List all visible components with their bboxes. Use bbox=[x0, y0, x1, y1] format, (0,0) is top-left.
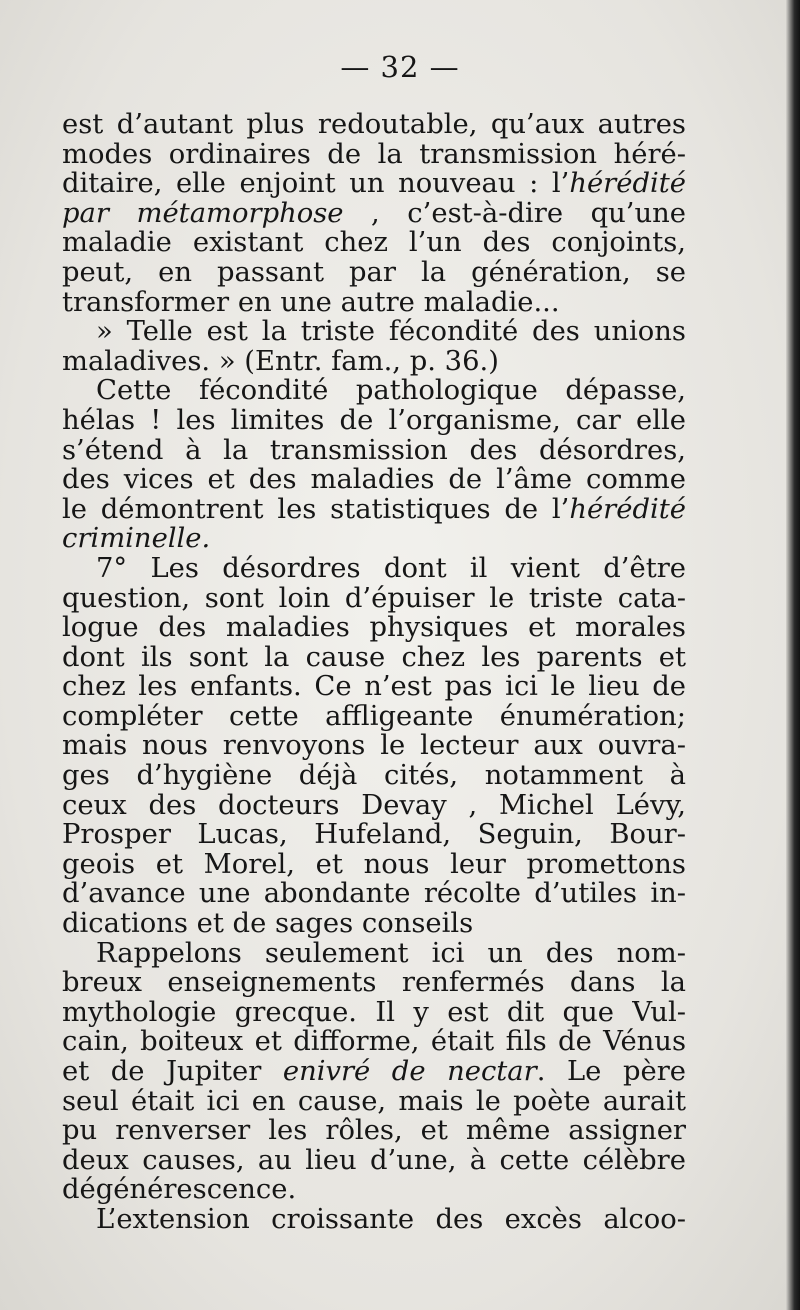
text-line bbox=[62, 1146, 686, 1176]
text-segment: breux enseignements renfermés dans la bbox=[62, 968, 686, 998]
text-segment: . Le père bbox=[536, 1057, 686, 1087]
text-line bbox=[62, 643, 686, 673]
text-segment: dégénérescence. bbox=[62, 1175, 297, 1205]
text-line bbox=[62, 406, 686, 436]
text-segment: Prosper Lucas, Hufeland, Seguin, Bour- bbox=[62, 820, 686, 850]
text-line bbox=[62, 199, 686, 229]
text-segment: 7° Les désordres dont il vient d’être bbox=[96, 553, 686, 584]
text-line bbox=[62, 495, 686, 525]
text-segment: question, sont loin d’épuiser le triste cata- bbox=[62, 583, 686, 614]
text-segment: maladives. » (Entr. fam., p. 36.) bbox=[62, 346, 499, 377]
text-line bbox=[62, 169, 686, 199]
text-segment: L’extension croissante des excès alcoo- bbox=[96, 1204, 686, 1235]
text-line bbox=[62, 850, 686, 880]
text-line bbox=[62, 702, 686, 732]
text-line bbox=[62, 258, 686, 288]
italic-segment: hérédité bbox=[569, 494, 686, 525]
text-segment: seul était ici en cause, mais le poète aurait bbox=[62, 1086, 686, 1117]
text-segment: compléter cette affligeante énumération; bbox=[62, 701, 686, 732]
text-segment: modes ordinaires de la transmission héré- bbox=[62, 139, 686, 170]
text-segment: ditaire, elle enjoint un nouveau : l’ bbox=[62, 169, 570, 199]
text-line bbox=[62, 584, 686, 614]
text-segment: dications et de sages conseils bbox=[62, 909, 474, 939]
text-segment: dont ils sont la cause chez les parents et bbox=[62, 642, 686, 673]
text-segment: Cette fécondité pathologique dépasse, bbox=[96, 376, 686, 406]
text-segment: mais nous renvoyons le lecteur aux ouvra- bbox=[62, 731, 686, 762]
italic-segment: enivré de nectar bbox=[282, 1057, 537, 1087]
text-segment: le démontrent les statistiques de l’ bbox=[62, 494, 570, 525]
text-line bbox=[62, 554, 686, 584]
text-segment: » Telle est la triste fécondité des unions bbox=[96, 317, 686, 347]
text-line bbox=[62, 998, 686, 1028]
italic-segment: hérédité bbox=[569, 169, 686, 199]
text-line bbox=[62, 1087, 686, 1117]
text-line bbox=[62, 879, 686, 909]
text-line bbox=[62, 1175, 686, 1205]
text-line bbox=[62, 731, 686, 761]
text-segment: logue des maladies physiques et morales bbox=[62, 613, 686, 643]
text-line bbox=[62, 524, 686, 554]
text-line bbox=[62, 317, 686, 347]
page-edge-shadow bbox=[786, 0, 800, 1310]
text-line bbox=[62, 110, 686, 140]
text-segment: hélas ! les limites de l’organisme, car elle bbox=[62, 405, 686, 436]
text-segment: pu renverser les rôles, et même assigner bbox=[62, 1116, 686, 1146]
text-line bbox=[62, 820, 686, 850]
text-line bbox=[62, 909, 686, 939]
text-line bbox=[62, 1027, 686, 1057]
text-segment: des vices et des maladies de l’âme comme bbox=[62, 465, 686, 495]
text-segment: Rappelons seulement ici un des nom- bbox=[96, 938, 686, 969]
text-segment: ceux des docteurs Devay , Michel Lévy, bbox=[62, 790, 686, 821]
text-segment: cain, boiteux et difforme, était fils de Vénus bbox=[62, 1027, 686, 1057]
italic-segment: par métamorphose bbox=[62, 198, 344, 229]
text-line bbox=[62, 436, 686, 466]
text-segment: transformer en une autre maladie... bbox=[62, 287, 560, 318]
text-segment: deux causes, au lieu d’une, à cette célèbre bbox=[62, 1145, 686, 1176]
page-number: — 32 — bbox=[340, 50, 460, 84]
text-segment: maladie existant chez l’un des conjoints, bbox=[62, 228, 686, 258]
text-line bbox=[62, 288, 686, 318]
text-line bbox=[62, 376, 686, 406]
text-segment: mythologie grecque. Il y est dit que Vul- bbox=[62, 997, 686, 1028]
text-line bbox=[62, 1057, 686, 1087]
text-line bbox=[62, 672, 686, 702]
text-line bbox=[62, 140, 686, 170]
text-segment: s’étend à la transmission des désordres, bbox=[62, 435, 686, 466]
text-line bbox=[62, 1205, 686, 1235]
text-segment: peut, en passant par la génération, se bbox=[62, 257, 686, 288]
body-text bbox=[62, 110, 686, 1235]
text-line bbox=[62, 939, 686, 969]
text-line bbox=[62, 761, 686, 791]
text-segment: chez les enfants. Ce n’est pas ici le lieu de bbox=[62, 672, 686, 702]
text-segment: ges d’hygiène déjà cités, notamment à bbox=[62, 761, 686, 791]
text-line bbox=[62, 968, 686, 998]
text-line bbox=[62, 347, 686, 377]
text-line bbox=[62, 228, 686, 258]
text-line bbox=[62, 1116, 686, 1146]
italic-segment: criminelle. bbox=[62, 524, 211, 554]
text-segment: et de Jupiter bbox=[62, 1057, 283, 1087]
text-segment: , c’est-à-dire qu’une bbox=[343, 198, 686, 229]
text-segment: geois et Morel, et nous leur promettons bbox=[62, 849, 686, 880]
text-segment: est d’autant plus redoutable, qu’aux autres bbox=[62, 110, 686, 140]
text-line bbox=[62, 791, 686, 821]
text-line bbox=[62, 465, 686, 495]
text-line bbox=[62, 613, 686, 643]
text-segment: d’avance une abondante récolte d’utiles in- bbox=[62, 879, 686, 910]
